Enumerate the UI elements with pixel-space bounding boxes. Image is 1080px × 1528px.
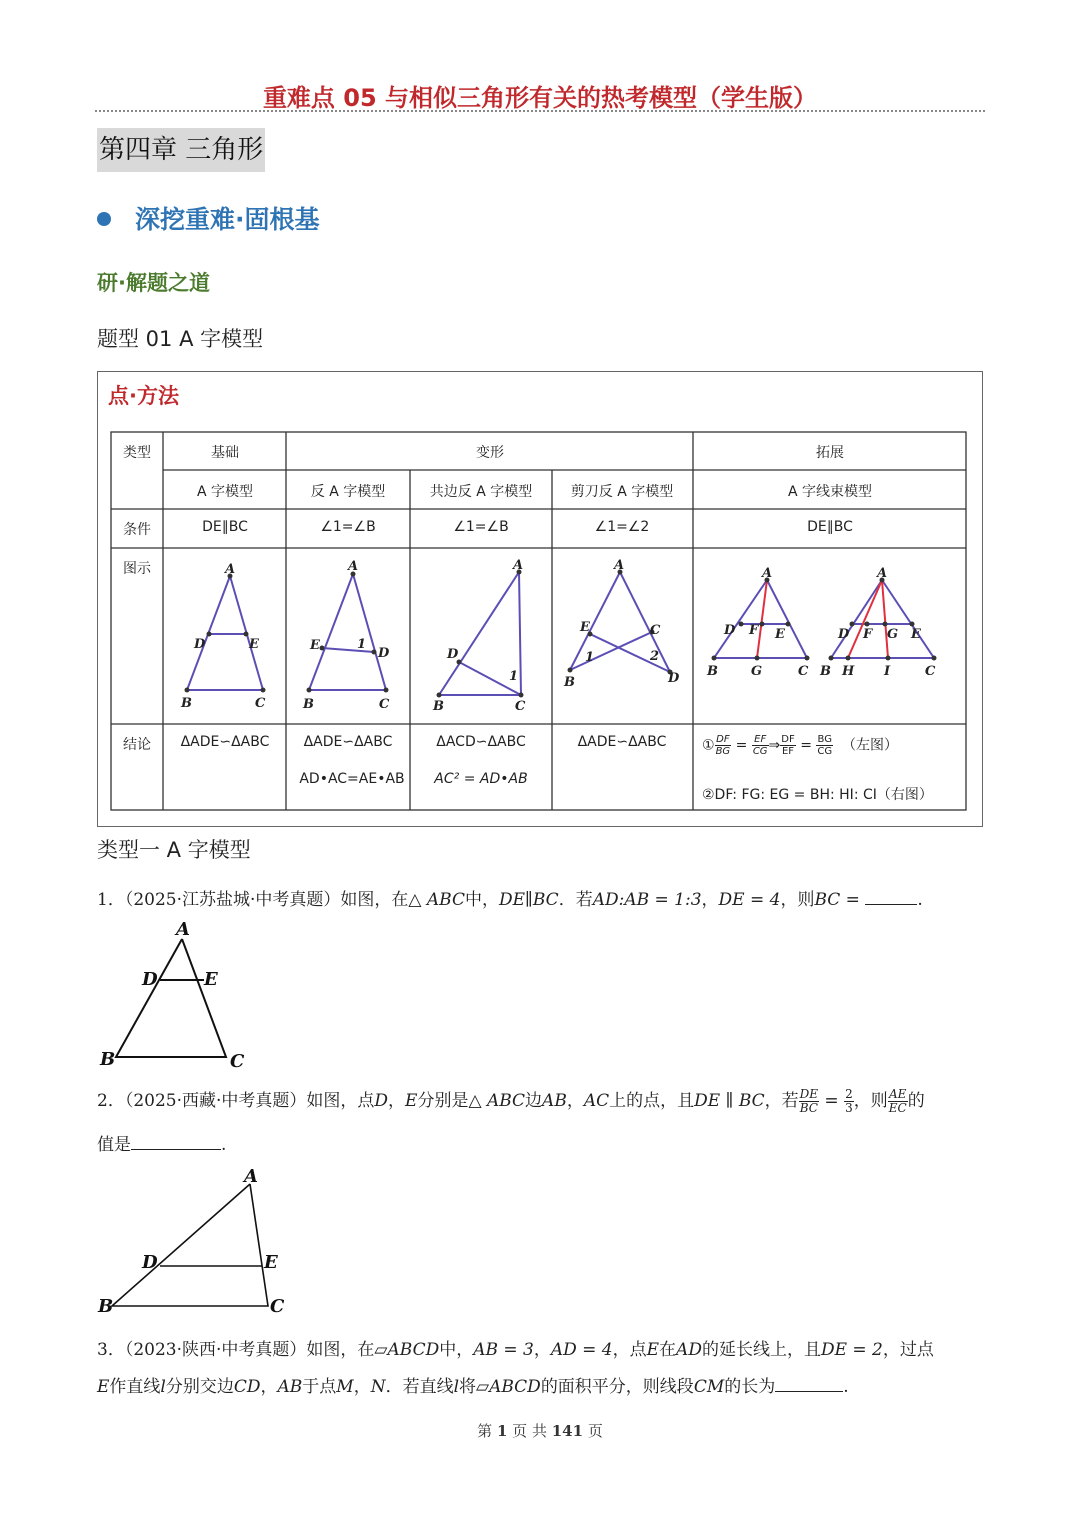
label-b: B <box>564 675 575 690</box>
model-name-reverse-a: 反 A 字模型 <box>310 484 386 500</box>
section-heading-text: 深挖重难·固根基 <box>135 205 320 234</box>
label-e: E <box>310 638 320 653</box>
question-2-line-2: 值是 . <box>97 1135 227 1155</box>
label-d: D <box>142 969 158 990</box>
segment-ad <box>620 572 670 672</box>
conclusion-2a: ΔADE∽ΔABC <box>303 734 393 750</box>
label-e: E <box>775 627 785 642</box>
label-h: H <box>842 664 855 679</box>
segment-de <box>322 648 374 652</box>
group-variant: 变形 <box>476 445 504 461</box>
label-e: E <box>249 637 259 652</box>
fraction: $\frac{AE}{EC}$ <box>888 1087 907 1115</box>
label-c: C <box>379 697 390 712</box>
triangle-abc <box>309 574 386 690</box>
label-c: C <box>230 1051 245 1072</box>
fraction: $\frac{EF}{CG}$ <box>752 734 768 757</box>
label-c: C <box>798 664 809 679</box>
label-d: D <box>378 646 390 661</box>
condition-1: DE∥BC <box>202 519 248 535</box>
label-e: E <box>580 620 590 635</box>
subsection-heading: 研·解题之道 <box>97 271 210 295</box>
label-f: F <box>863 627 873 642</box>
model-name-shared-side: 共边反 A 字模型 <box>429 484 533 500</box>
label-angle-1: 1 <box>509 669 519 684</box>
triangle-abc <box>116 939 226 1057</box>
label-d: D <box>724 623 736 638</box>
segment-ah-red <box>848 580 882 658</box>
label-a: A <box>762 566 773 581</box>
label-c: C <box>515 699 526 714</box>
question-type-heading: 题型 01 A 字模型 <box>97 327 264 351</box>
conclusion-3a: ΔACD∽ΔABC <box>436 734 526 750</box>
label-a: A <box>225 562 236 577</box>
label-b: B <box>100 1049 116 1070</box>
label-d: D <box>194 637 206 652</box>
label-a: A <box>614 558 625 573</box>
model-name-scissors: 剪刀反 A 字模型 <box>570 484 674 500</box>
group-basic: 基础 <box>211 445 239 461</box>
label-a: A <box>513 558 524 573</box>
method-box-label: 点·方法 <box>108 384 179 408</box>
segment-ab <box>570 572 620 670</box>
conclusion-3b: AC² = AD•AB <box>434 771 528 787</box>
label-d: D <box>447 647 459 662</box>
label-c: C <box>925 664 936 679</box>
triangle-abc-left <box>714 580 807 658</box>
label-f: F <box>749 623 759 638</box>
fraction: $\frac{DE}{BC}$ <box>799 1087 819 1115</box>
condition-4: ∠1=∠2 <box>594 519 650 535</box>
group-extend: 拓展 <box>816 445 844 461</box>
page-footer: 第 1 页 共 141 页 <box>477 1422 603 1440</box>
question-1: 1．（2025·江苏盐城·中考真题）如图，在△ ABC中，DE∥BC．若AD:AB = 1:3，DE = 4，则BC = . <box>97 890 923 910</box>
fraction: $\frac{2}{3}$ <box>845 1087 853 1115</box>
model-name-line-bundle: A 字线束模型 <box>787 484 873 500</box>
answer-blank[interactable] <box>775 1391 843 1392</box>
triangle-abc <box>112 1184 268 1306</box>
label-angle-1: 1 <box>357 637 367 652</box>
document-title: 重难点 05 与相似三角形有关的热考模型（学生版） <box>262 84 818 112</box>
label-g: G <box>887 627 899 642</box>
label-e: E <box>911 627 921 642</box>
conclusion-2b: AD•AC=AE•AB <box>299 771 405 787</box>
label-d: D <box>668 671 680 686</box>
conclusion-1: ΔADE∽ΔABC <box>180 734 270 750</box>
conclusion-5a: ① $\frac{DF}{BG}$ = $\frac{EF}{CG}$ ⇒ $\frac{DF}{EF}$ = $\frac{BG}{CG}$ （左图） <box>702 734 899 757</box>
label-g: G <box>751 664 763 679</box>
model-name-a: A 字模型 <box>196 484 254 500</box>
label-a: A <box>877 566 888 581</box>
condition-3: ∠1=∠B <box>453 519 509 535</box>
answer-blank[interactable] <box>131 1149 221 1150</box>
question-3-line-2: E作直线l分别交边CD，AB于点M，N．若直线l将▱ABCD的面积平分，则线段CM的长为 . <box>97 1377 849 1397</box>
label-a: A <box>244 1166 258 1187</box>
page-total: 141 <box>551 1422 584 1440</box>
question-3: 3．（2023·陕西·中考真题）如图，在▱ABCD中，AB = 3，AD = 4，点E在AD的延长线上，且DE = 2，过点 <box>97 1340 934 1360</box>
label-d: D <box>838 627 850 642</box>
label-b: B <box>707 664 718 679</box>
label-e: E <box>204 969 218 990</box>
answer-blank[interactable] <box>865 904 917 905</box>
label-b: B <box>303 697 314 712</box>
question-2: 2．（2025·西藏·中考真题）如图，点D，E分别是△ ABC边AB，AC上的点，且DE ∥ BC，若 $\frac{DE}{BC}$ = $\frac{2}{3}$ ，则 $\frac{AE}{EC}$ 的 <box>97 1087 925 1115</box>
row-header-figure: 图示 <box>123 561 151 577</box>
label-c: C <box>255 696 266 711</box>
row-header-type: 类型 <box>123 445 151 461</box>
label-a: A <box>348 559 359 574</box>
segment-ai-red <box>882 580 888 658</box>
label-i: I <box>884 664 891 679</box>
label-angle-2: 2 <box>650 649 660 664</box>
row-header-conclusion: 结论 <box>123 737 151 753</box>
label-c: C <box>650 623 661 638</box>
segment-bc <box>570 632 652 670</box>
fraction: $\frac{BG}{CG}$ <box>817 734 833 757</box>
row-header-condition: 条件 <box>123 522 151 538</box>
label-b: B <box>98 1296 114 1317</box>
condition-2: ∠1=∠B <box>320 519 376 535</box>
label-c: C <box>270 1296 285 1317</box>
page-number: 1 <box>496 1422 508 1440</box>
question-1-figure <box>90 915 260 1075</box>
label-a: A <box>176 919 190 940</box>
conclusion-4: ΔADE∽ΔABC <box>577 734 667 750</box>
label-b: B <box>181 696 192 711</box>
question-2-figure <box>90 1160 310 1320</box>
chapter-heading: 第四章 三角形 <box>97 128 265 172</box>
condition-5: DE∥BC <box>807 519 853 535</box>
label-b: B <box>820 664 831 679</box>
fraction: $\frac{DF}{EF}$ <box>781 734 795 757</box>
fraction: $\frac{DF}{BG}$ <box>715 734 731 757</box>
conclusion-5b: ②DF: FG: EG = BH: HI: CI（右图） <box>702 787 933 803</box>
label-b: B <box>433 699 444 714</box>
label-e: E <box>264 1252 278 1273</box>
label-angle-1: 1 <box>585 650 595 665</box>
type-one-heading: 类型一 A 字模型 <box>97 838 251 862</box>
label-d: D <box>142 1252 158 1273</box>
